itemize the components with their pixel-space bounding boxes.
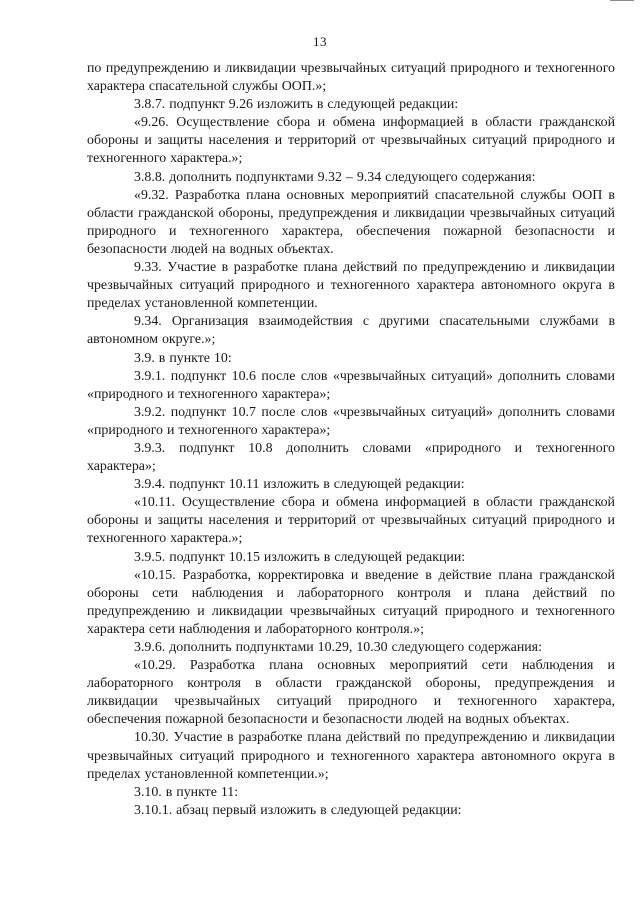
- document-body: [87, 60, 615, 820]
- paragraph: 9.34. Организация взаимодействия с другими спасательными службами в автономном округе.»;: [87, 314, 615, 348]
- paragraph: «9.26. Осуществление сбора и обмена информацией в области гражданской обороны и защиты населения и территорий от чрезвычайных ситуаций природного и техногенного характера.»;: [87, 115, 615, 167]
- paragraph: 3.10.1. абзац первый изложить в следующей редакции:: [134, 802, 462, 818]
- paragraph: 3.9.1. подпункт 10.6 после слов «чрезвычайных ситуаций» дополнить словами «природного и техногенного характера»;: [87, 368, 615, 402]
- paragraph: по предупреждению и ликвидации чрезвычайных ситуаций природного и техногенного характера спасательной службы ООП.»;: [87, 61, 615, 95]
- paragraph: 3.9.3. подпункт 10.8 дополнить словами «природного и техногенного характера»;: [87, 440, 615, 475]
- paragraph: 3.9.4. подпункт 10.11 изложить в следующей редакции:: [134, 477, 465, 493]
- paragraph: «10.15. Разработка, корректировка и введение в действие плана гражданской обороны сети наблюдения и лабораторного контроля и плана действий по предупреждению и ликвидации чрезвычайных ситуаций природного и техногенного характера сети наблюдения и лабораторного контроля.»;: [87, 567, 615, 637]
- scan-corner-mark: [610, 0, 634, 3]
- paragraph: «10.11. Осуществление сбора и обмена информацией в области гражданской обороны и защиты населения и территорий от чрезвычайных ситуаций природного и техногенного характера.»;: [87, 495, 615, 547]
- paragraph: «10.29. Разработка плана основных мероприятий сети наблюдения и лабораторного контроля в области гражданской обороны, предупреждения и ликвидации чрезвычайных ситуаций природного и техногенного характера, обеспечения пожарной безопасности и безопасности людей на водных объектах.: [87, 658, 615, 728]
- paragraph: 3.9. в пункте 10:: [134, 350, 232, 366]
- page-number: 13: [313, 34, 327, 49]
- paragraph: 3.9.2. подпункт 10.7 после слов «чрезвычайных ситуаций» дополнить словами «природного и техногенного характера»;: [87, 404, 615, 438]
- paragraph: 3.8.7. подпункт 9.26 изложить в следующей редакции:: [134, 97, 459, 113]
- paragraph: 9.33. Участие в разработке плана действий по предупреждению и ликвидации чрезвычайных ситуаций природного и техногенного характера автономного округа в пределах установленной компетенции.: [87, 260, 615, 312]
- paragraph: «9.32. Разработка плана основных мероприятий спасательной службы ООП в области гражданской обороны, предупреждения и ликвидации чрезвычайных ситуаций природного и техногенного характера, обеспечения пожарной безопасности и безопасности людей на водных объектах.: [87, 187, 615, 257]
- paragraph: 3.9.5. подпункт 10.15 изложить в следующей редакции:: [134, 549, 466, 565]
- paragraph: 3.8.8. дополнить подпунктами 9.32 – 9.34 следующего содержания:: [134, 169, 536, 185]
- paragraph: 10.30. Участие в разработке плана действий по предупреждению и ликвидации чрезвычайных ситуаций природного и техногенного характера автономного округа в пределах установленной компетенции.»;: [87, 730, 615, 782]
- paragraph: 3.10. в пункте 11:: [134, 784, 239, 800]
- paragraph: 3.9.6. дополнить подпунктами 10.29, 10.30 следующего содержания:: [134, 640, 542, 655]
